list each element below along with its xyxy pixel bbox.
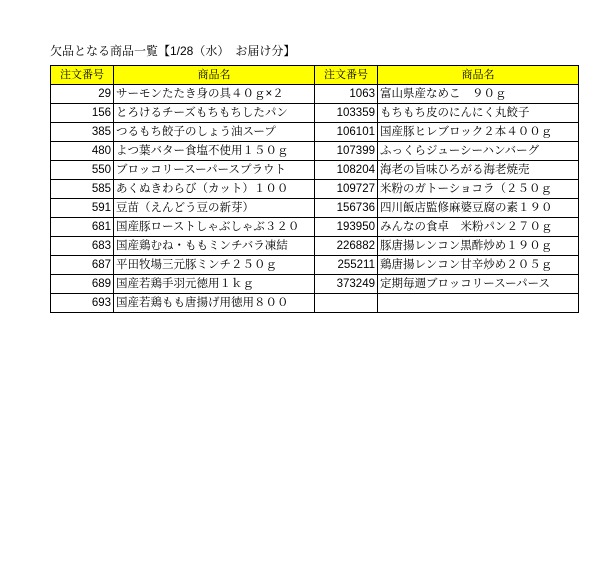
- cell-product-name-right: 豚唐揚レンコン黒酢炒め１９０ｇ: [378, 237, 579, 256]
- cell-order-number-left: 683: [51, 237, 114, 256]
- cell-order-number-right: 108204: [315, 161, 378, 180]
- table-row: [51, 256, 579, 275]
- table-row: [51, 199, 579, 218]
- header-product-name-left: 商品名: [114, 66, 315, 85]
- cell-product-name-left: 国産若鶏手羽元徳用１ｋｇ: [114, 275, 315, 294]
- cell-order-number-left: 689: [51, 275, 114, 294]
- cell-order-number-right: 255211: [315, 256, 378, 275]
- table-row: [51, 237, 579, 256]
- cell-order-number-left: 385: [51, 123, 114, 142]
- cell-order-number-left: 29: [51, 85, 114, 104]
- cell-empty: [378, 294, 579, 313]
- document-body: [50, 42, 558, 313]
- cell-order-number-right: 193950: [315, 218, 378, 237]
- cell-product-name-left: サーモンたたき身の具４０ｇ×２: [114, 85, 315, 104]
- cell-product-name-right: 富山県産なめこ ９０ｇ: [378, 85, 579, 104]
- cell-product-name-right: 鶏唐揚レンコン甘辛炒め２０５ｇ: [378, 256, 579, 275]
- cell-product-name-right: 定期毎週ブロッコリースーパース: [378, 275, 579, 294]
- cell-order-number-right: 1063: [315, 85, 378, 104]
- table-row: [51, 161, 579, 180]
- cell-order-number-right: 103359: [315, 104, 378, 123]
- cell-product-name-left: 国産若鶏もも唐揚げ用徳用８００: [114, 294, 315, 313]
- cell-product-name-left: とろけるチーズもちもちしたパン: [114, 104, 315, 123]
- cell-product-name-right: ふっくらジューシーハンバーグ: [378, 142, 579, 161]
- table-header-row: [51, 66, 579, 85]
- table-row: [51, 104, 579, 123]
- cell-order-number-right: 156736: [315, 199, 378, 218]
- cell-product-name-right: 四川飯店監修麻婆豆腐の素１９０: [378, 199, 579, 218]
- table-row: [51, 85, 579, 104]
- page-title: 欠品となる商品一覧【1/28（水） お届け分】: [50, 44, 296, 58]
- cell-order-number-right: 106101: [315, 123, 378, 142]
- cell-product-name-left: 平田牧場三元豚ミンチ２５０ｇ: [114, 256, 315, 275]
- cell-product-name-left: 国産鶏むね・ももミンチバラ凍結: [114, 237, 315, 256]
- header-order-number-left: 注文番号: [51, 66, 114, 85]
- cell-order-number-left: 156: [51, 104, 114, 123]
- cell-order-number-left: 480: [51, 142, 114, 161]
- table-row: [51, 294, 579, 313]
- cell-product-name-right: 海老の旨味ひろがる海老焼売: [378, 161, 579, 180]
- cell-empty: [315, 294, 378, 313]
- cell-order-number-left: 681: [51, 218, 114, 237]
- header-product-name-right: 商品名: [378, 66, 579, 85]
- cell-order-number-right: 107399: [315, 142, 378, 161]
- cell-order-number-left: 687: [51, 256, 114, 275]
- header-order-number-right: 注文番号: [315, 66, 378, 85]
- cell-product-name-right: 国産豚ヒレブロック２本４００ｇ: [378, 123, 579, 142]
- shortage-items-table: [50, 65, 579, 313]
- cell-product-name-left: 国産豚ローストしゃぶしゃぶ３２０: [114, 218, 315, 237]
- table-row: [51, 275, 579, 294]
- cell-product-name-left: よつ葉バター食塩不使用１５０ｇ: [114, 142, 315, 161]
- table-row: [51, 180, 579, 199]
- cell-order-number-right: 109727: [315, 180, 378, 199]
- cell-order-number-left: 693: [51, 294, 114, 313]
- table-row: [51, 142, 579, 161]
- cell-product-name-left: あくぬきわらび（カット）１００: [114, 180, 315, 199]
- cell-order-number-left: 591: [51, 199, 114, 218]
- cell-order-number-left: 585: [51, 180, 114, 199]
- cell-product-name-right: みんなの食卓 米粉パン２７０ｇ: [378, 218, 579, 237]
- cell-product-name-left: ブロッコリースーパースプラウト: [114, 161, 315, 180]
- cell-product-name-right: 米粉のガトーショコラ（２５０ｇ: [378, 180, 579, 199]
- cell-order-number-right: 373249: [315, 275, 378, 294]
- cell-order-number-left: 550: [51, 161, 114, 180]
- table-row: [51, 218, 579, 237]
- cell-product-name-left: 豆苗（えんどう豆の新芽）: [114, 199, 315, 218]
- cell-product-name-right: もちもち皮のにんにく丸餃子: [378, 104, 579, 123]
- cell-order-number-right: 226882: [315, 237, 378, 256]
- table-row: [51, 123, 579, 142]
- cell-product-name-left: つるもち餃子のしょう油スープ: [114, 123, 315, 142]
